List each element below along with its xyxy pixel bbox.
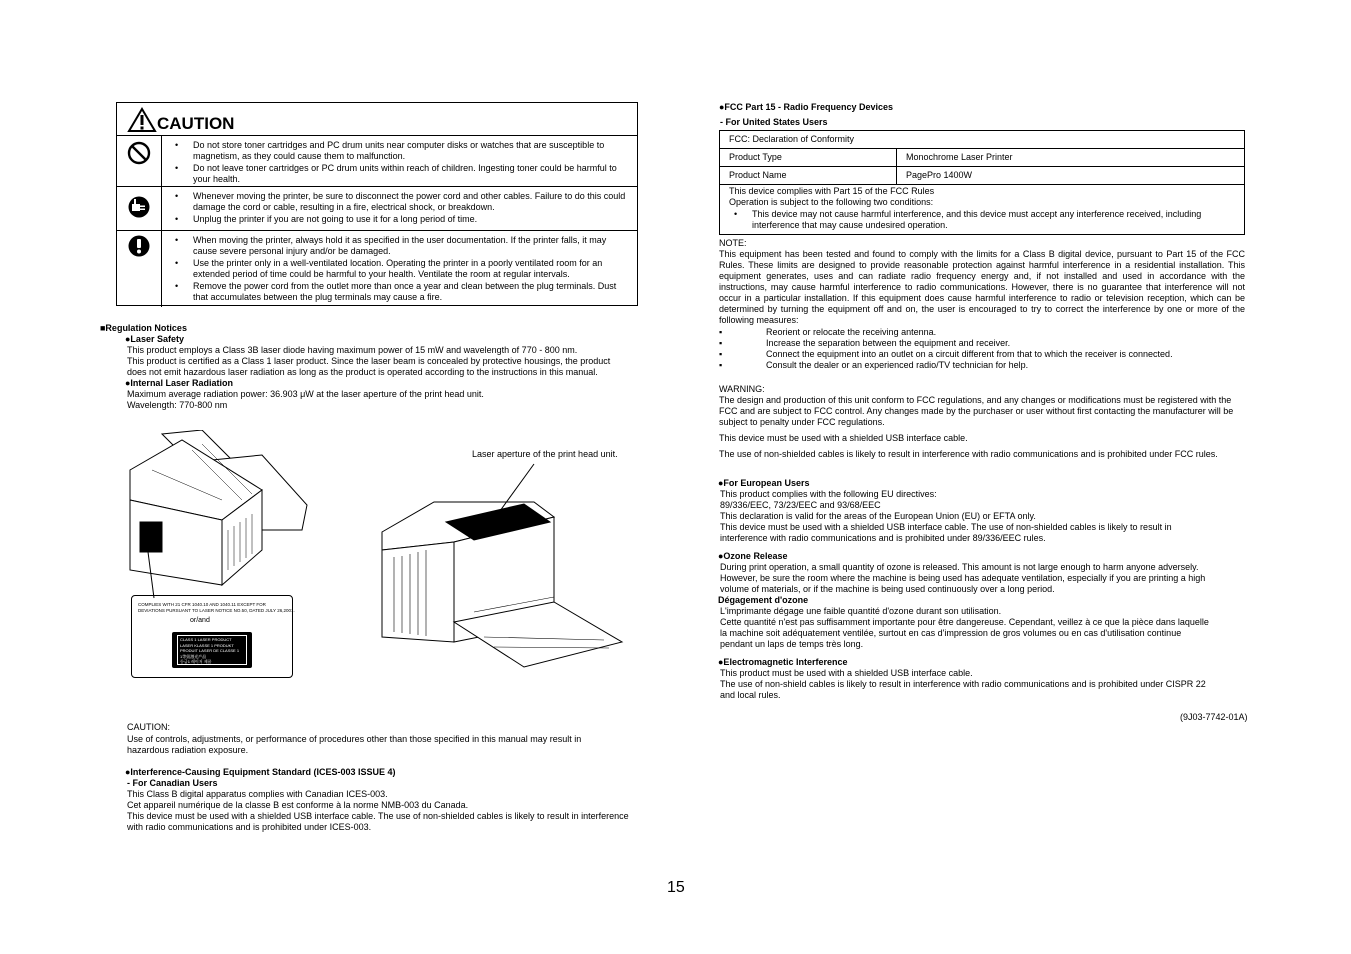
class1-label: CLASS 1 LASER PRODUCT LASER KLASSE 1 PRODUKT PRODUIT LASER DE CLASSE 1 1等級激光产品 등급1 레이저 제품	[172, 632, 252, 668]
ices-text: This Class B digital apparatus complies with Canadian ICES-003.	[127, 789, 388, 799]
caution-row-storage	[117, 136, 637, 187]
laser-safety-text: This product is certified as a Class 1 laser product. Since the laser beam is concealed by protective housings, the product	[127, 356, 611, 366]
document-code: (9J03-7742-01A)	[1180, 712, 1248, 722]
table-cell: Operation is subject to the following two conditions:	[729, 197, 934, 207]
measures-list	[719, 327, 1245, 371]
table-cell: This device may not cause harmful interference, and this device must accept any interference received, including interference that may cause undesired operation.	[752, 209, 1202, 230]
caution-row-handling	[117, 231, 637, 307]
ozone-fr-text: pendant un laps de temps très long.	[720, 639, 864, 649]
warning-triangle-icon	[127, 107, 157, 133]
table-title: FCC: Declaration of Conformity	[729, 134, 855, 144]
note-text: This equipment has been tested and found to comply with the limits for a Class B digital device, pursuant to Part 15 of the FCC Rules. These limits are designed to provide reasonable protection against harmful interference in a residential installation. This equipment generates, uses and can radiate radio frequency energy and, if not installed and used in accordance with the instructions, may cause harmful interference to radio communications. However, there is no guarantee that interference will not occur in a particular installation. If this equipment does cause harmful interference to radio or television reception, which can be determined by turning the equipment off and on, the user is encouraged to try to correct the interference by one or more of the following measures:	[719, 249, 1245, 325]
european-text: This device must be used with a shielded USB interface cable. The use of non-shielded cables is likely to result in	[720, 522, 1172, 532]
compliance-label-text: COMPLIES WITH 21 CFR 1040.10 AND 1040.11 EXCEPT FOR	[138, 602, 266, 607]
ices-heading: ●Interference-Causing Equipment Standard (ICES-003 ISSUE 4)	[125, 767, 396, 777]
caution-note-text: Use of controls, adjustments, or performance of procedures other than those specified in this manual may result in	[127, 734, 582, 744]
table-cell: Monochrome Laser Printer	[906, 152, 1013, 162]
caution-item: • Do not leave toner cartridges or PC drum units within reach of children. Ingesting toner could be harmful to your health.	[175, 163, 627, 185]
internal-radiation-text: Wavelength: 770-800 nm	[127, 400, 228, 410]
list-item: ▪ Increase the separation between the equipment and receiver.	[719, 338, 1011, 348]
caution-note-text: hazardous radiation exposure.	[127, 745, 249, 755]
note-label: NOTE:	[719, 238, 747, 248]
regulation-heading: ■Regulation Notices	[100, 323, 187, 333]
european-text: This declaration is valid for the areas of the European Union (EU) or EFTA only.	[720, 511, 1036, 521]
table-row	[720, 131, 1244, 149]
caution-item: • Do not store toner cartridges and PC drum units near computer disks or watches that are susceptible to magnetism, as they could cause them to malfunction.	[175, 140, 627, 162]
ozone-fr-text: L'imprimante dégage une faible quantité d'ozone durant son utilisation.	[720, 606, 1002, 616]
caution-item: • Use the printer only in a well-ventilated location. Operating the printer in a poorly ventilated room for an extended period of time could be harmful to your health. Ventilate the room at regular intervals.	[175, 258, 627, 280]
label-sample-box	[131, 595, 293, 678]
ices-text: This device must be used with a shielded USB interface cable. The use of non-shielded cables is likely to result in interference	[127, 811, 629, 821]
fcc-heading: ●FCC Part 15 - Radio Frequency Devices	[719, 102, 893, 112]
caution-note-label: CAUTION:	[127, 722, 171, 732]
ices-text: Cet appareil numérique de la classe B est conforme à la norme NMB-003 du Canada.	[127, 800, 469, 810]
fcc-subheading: - For United States Users	[720, 117, 828, 127]
printer-front-illustration	[374, 462, 634, 670]
caution-row-unplug	[117, 187, 637, 231]
exclamation-icon	[128, 235, 150, 257]
aperture-callout: Laser aperture of the print head unit.	[472, 449, 618, 459]
ozone-text: During print operation, a small quantity of ozone is released. This amount is not large enough to harm anyone adversely.	[720, 562, 1199, 572]
list-item: ▪ Reorient or relocate the receiving antenna.	[719, 327, 937, 337]
fcc-declaration-table	[719, 130, 1245, 235]
laser-safety-heading: ●Laser Safety	[125, 334, 184, 344]
ozone-fr-heading: Dégagement d'ozone	[718, 595, 809, 605]
ozone-fr-text: la machine soit adéquatement ventilée, surtout en cas d'impression de gros volumes ou en cas d'utilisation continue	[720, 628, 1182, 638]
ozone-heading: ●Ozone Release	[718, 551, 788, 561]
page-number: 15	[667, 879, 685, 896]
table-cell: Product Type	[720, 149, 897, 166]
table-row	[720, 167, 1244, 185]
table-cell: Product Name	[720, 167, 897, 184]
ices-subheading: - For Canadian Users	[127, 778, 218, 788]
emi-heading: ●Electromagnetic Interference	[718, 657, 848, 667]
list-item: ▪ Connect the equipment into an outlet on a circuit different from that to which the receiver is connected.	[719, 349, 1173, 359]
internal-radiation-heading: ●Internal Laser Radiation	[125, 378, 233, 388]
table-cell: This device complies with Part 15 of the FCC Rules	[729, 186, 935, 196]
or-and-label: or/and	[190, 617, 210, 624]
emi-text: This product must be used with a shielded USB interface cable.	[720, 668, 973, 678]
caution-item: • When moving the printer, always hold it as specified in the user documentation. If the printer falls, it may cause severe personal injury and/or be damaged.	[175, 235, 627, 257]
warning-label: WARNING:	[719, 384, 765, 394]
european-text: 89/336/EEC, 73/23/EEC and 93/68/EEC	[720, 500, 881, 510]
internal-radiation-text: Maximum average radiation power: 36.903 μW at the laser aperture of the print head unit.	[127, 389, 484, 399]
table-row	[720, 149, 1244, 167]
compliance-label-text: DEVIATIONS PURSUANT TO LASER NOTICE NO.50, DATED JULY 26,2001.	[138, 608, 295, 613]
european-heading: ●For European Users	[718, 478, 810, 488]
nonshielded-text: The use of non-shielded cables is likely to result in interference with radio communications and is prohibited under FCC rules.	[719, 449, 1218, 459]
unplug-icon	[128, 196, 150, 218]
ozone-fr-text: Cette quantité n'est pas suffisamment importante pour être dangereuse. Cependant, veillez à ce que la pièce dans laquelle	[720, 617, 1209, 627]
printer-rear-illustration	[122, 430, 312, 600]
ozone-text: However, be sure the room where the machine is being used has adequate ventilation, especially if you are printing a high	[720, 573, 1206, 583]
european-text: interference with radio communications and is prohibited under 89/336/EEC rules.	[720, 533, 1046, 543]
emi-text: and local rules.	[720, 690, 781, 700]
caution-header	[117, 103, 637, 136]
caution-item: • Whenever moving the printer, be sure to disconnect the power cord and other cables. Failure to do this could damage the cord or cable, resulting in a fire, electrical shock, or breakdown.	[175, 191, 627, 213]
caution-item: • Unplug the printer if you are not going to use it for a long period of time.	[175, 214, 627, 225]
table-row: This device complies with Part 15 of the FCC Rules Operation is subject to the following two conditions: • This device may not cause harmful interference, and this device must accept any interference received, including interference that may cause undesired operation.	[720, 185, 1244, 234]
caution-item: • Remove the power cord from the outlet more than once a year and clean between the plug terminals. Dust that accumulates between the plug terminals may cause a fire.	[175, 281, 627, 303]
ozone-text: volume of materials, or if the machine is being used continuously over a long period.	[720, 584, 1055, 594]
prohibited-icon	[127, 141, 151, 165]
laser-safety-text: This product employs a Class 3B laser diode having maximum power of 15 mW and wavelength of 770 - 800 nm.	[127, 345, 578, 355]
ices-text: with radio communications and is prohibited under ICES-003.	[127, 822, 372, 832]
table-cell: PagePro 1400W	[906, 170, 973, 180]
usb-text: This device must be used with a shielded USB interface cable.	[719, 433, 968, 443]
warning-text: The design and production of this unit conform to FCC regulations, and any changes or modifications must be registered with the FCC and are subject to FCC control. Any changes made by the purchaser or user without first contacting the manufacturer will be subject to penalty under FCC regulations.	[719, 395, 1234, 427]
laser-safety-text: does not emit hazardous laser radiation as long as the product is operated according to the instructions in this manual.	[127, 367, 598, 377]
caution-title: CAUTION	[157, 114, 235, 133]
european-text: This product complies with the following EU directives:	[720, 489, 937, 499]
emi-text: The use of non-shield cables is likely to result in interference with radio communications and is prohibited under CISPR 22	[720, 679, 1206, 689]
list-item: ▪ Consult the dealer or an experienced radio/TV technician for help.	[719, 360, 1029, 370]
caution-box	[116, 102, 638, 306]
